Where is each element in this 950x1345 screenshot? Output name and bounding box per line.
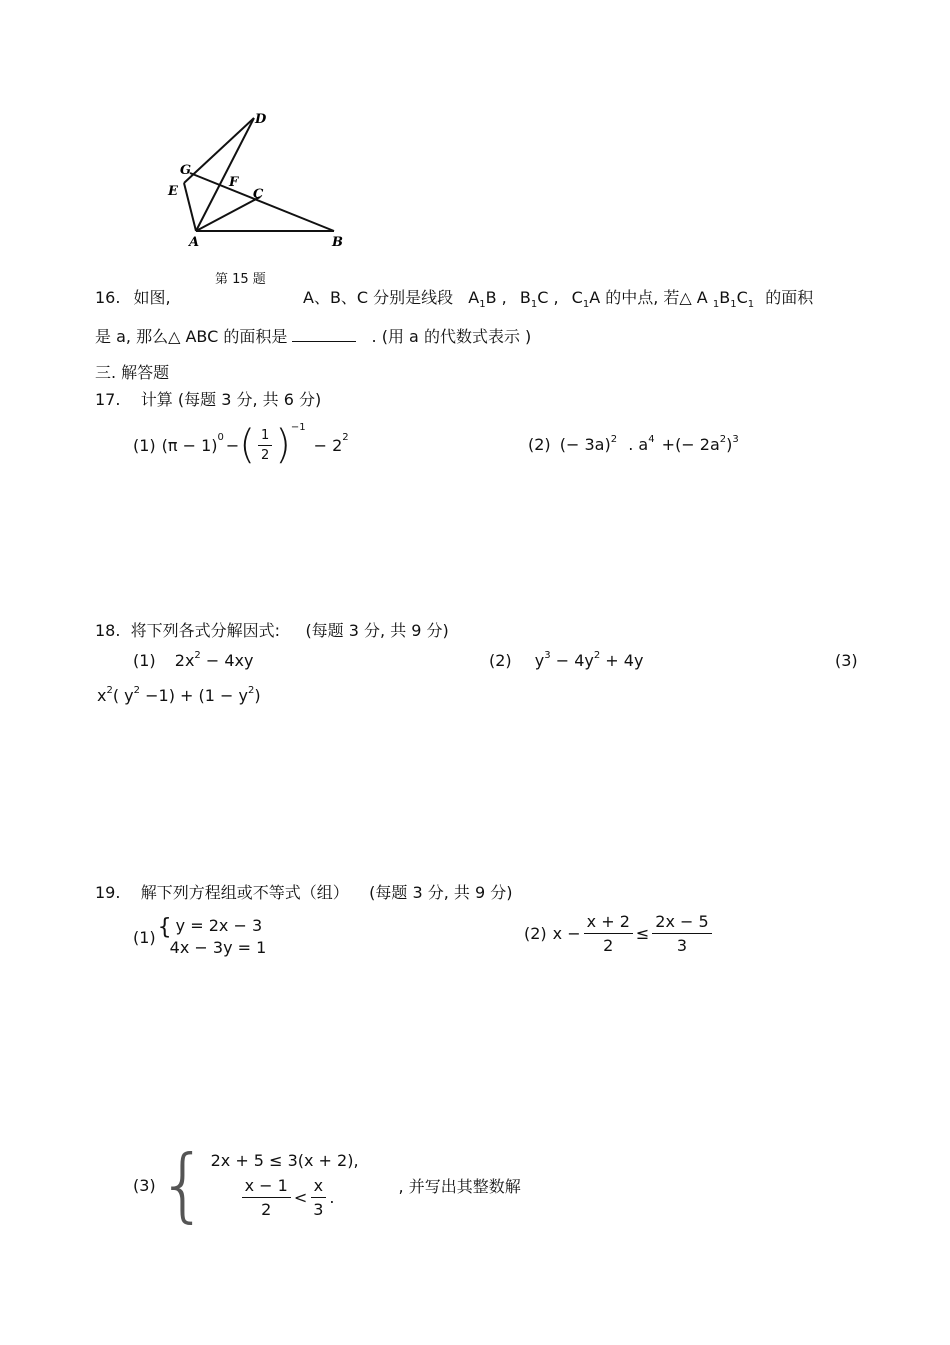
q19-title: 19. 解下列方程组或不等式（组） (每题 3 分, 共 9 分) xyxy=(95,883,513,902)
q16-text3: 的面积 xyxy=(765,288,814,307)
q16-text1: 如图, xyxy=(133,288,171,307)
q18-part3: $x^2$( $y^2 -1) + (1 - y^2)$ xyxy=(97,685,261,705)
fraction-1: $\frac{x + 2}{2}$ xyxy=(584,912,633,955)
answer-blank[interactable] xyxy=(292,327,356,342)
q16-seg1: $A_1B$ , xyxy=(468,288,507,310)
q17-title: 17. 计算 (每题 3 分, 共 6 分) xyxy=(95,390,322,409)
label-D: D xyxy=(255,112,267,127)
q19-part2: (2) x − $\frac{x + 2}{2}$ ≤ $\frac{2x - 5}{3}$ xyxy=(524,912,715,955)
q18-part2: (2) $y^3 - 4y^2 + 4y$ xyxy=(489,650,644,670)
q19-eq1: y = 2x − 3 xyxy=(175,916,263,935)
bracket-left: ( xyxy=(239,422,255,468)
q18-title: 18. 将下列各式分解因式: (每题 3 分, 共 9 分) xyxy=(95,621,449,640)
q16-seg3: $C_1A$ 的中点, 若△ A xyxy=(571,288,708,310)
label-A: A xyxy=(189,235,200,250)
q19-part3-tail: , 并写出其整数解 xyxy=(398,1176,521,1196)
q16-number: 16. xyxy=(95,288,121,307)
q16-triangle: $_1B_1C_1$ xyxy=(712,288,755,310)
section-title: 三. 解答题 xyxy=(95,363,170,382)
q16-text5: . (用 a 的代数式表示 ) xyxy=(371,327,532,346)
q16-line1b xyxy=(303,285,813,308)
fraction-4: $\frac{x}{3}$ xyxy=(310,1176,326,1219)
q18-part1: (1) $2x^2 - 4xy$ xyxy=(133,650,254,670)
q17-part1: (1) (π − 1) 0 − ( $\frac{1}{2}$ ) −1 − 2 2 xyxy=(133,421,349,468)
q18-part3-label: (3) xyxy=(835,651,858,670)
q16-text4: 是 a, 那么△ ABC 的面积是 xyxy=(95,327,288,346)
q19-eq2: 4x − 3y = 1 xyxy=(169,938,267,957)
q19-ineq1: 2x + 5 ≤ 3(x + 2), xyxy=(210,1151,359,1170)
label-F: F xyxy=(229,175,239,190)
q16-seg2: $B_1C$ , xyxy=(519,288,559,310)
fraction-half: $\frac{1}{2}$ xyxy=(258,428,272,463)
bracket-right: ) xyxy=(275,422,291,468)
label-B: B xyxy=(332,235,343,250)
geometry-figure xyxy=(160,100,360,255)
label-C: C xyxy=(253,187,264,202)
system-brace: { xyxy=(157,914,172,940)
system-brace-large: { xyxy=(157,1138,209,1231)
q16-line2 xyxy=(95,324,531,347)
q17-part2: (2) (− 3a)$^2$ . $a^4$ +(− $2a^2)^3$ xyxy=(528,434,739,454)
label-E: E xyxy=(168,184,178,199)
q16-line1 xyxy=(95,285,171,308)
fraction-3: $\frac{x - 1}{2}$ xyxy=(242,1176,291,1219)
fraction-2: $\frac{2x - 5}{3}$ xyxy=(652,912,711,955)
figure-caption: 第 15 题 xyxy=(215,272,266,287)
label-G: G xyxy=(180,163,192,178)
q19-part3: (3) { 2x + 5 ≤ 3(x + 2), $\frac{x - 1}{2}$ < $\frac{x}{3}$ . , 并写出其整数解 xyxy=(133,1138,521,1231)
q16-text2: A、B、C 分别是线段 xyxy=(303,288,454,307)
q19-part1: (1) { y = 2x − 3 4x − 3y = 1 xyxy=(133,914,267,957)
